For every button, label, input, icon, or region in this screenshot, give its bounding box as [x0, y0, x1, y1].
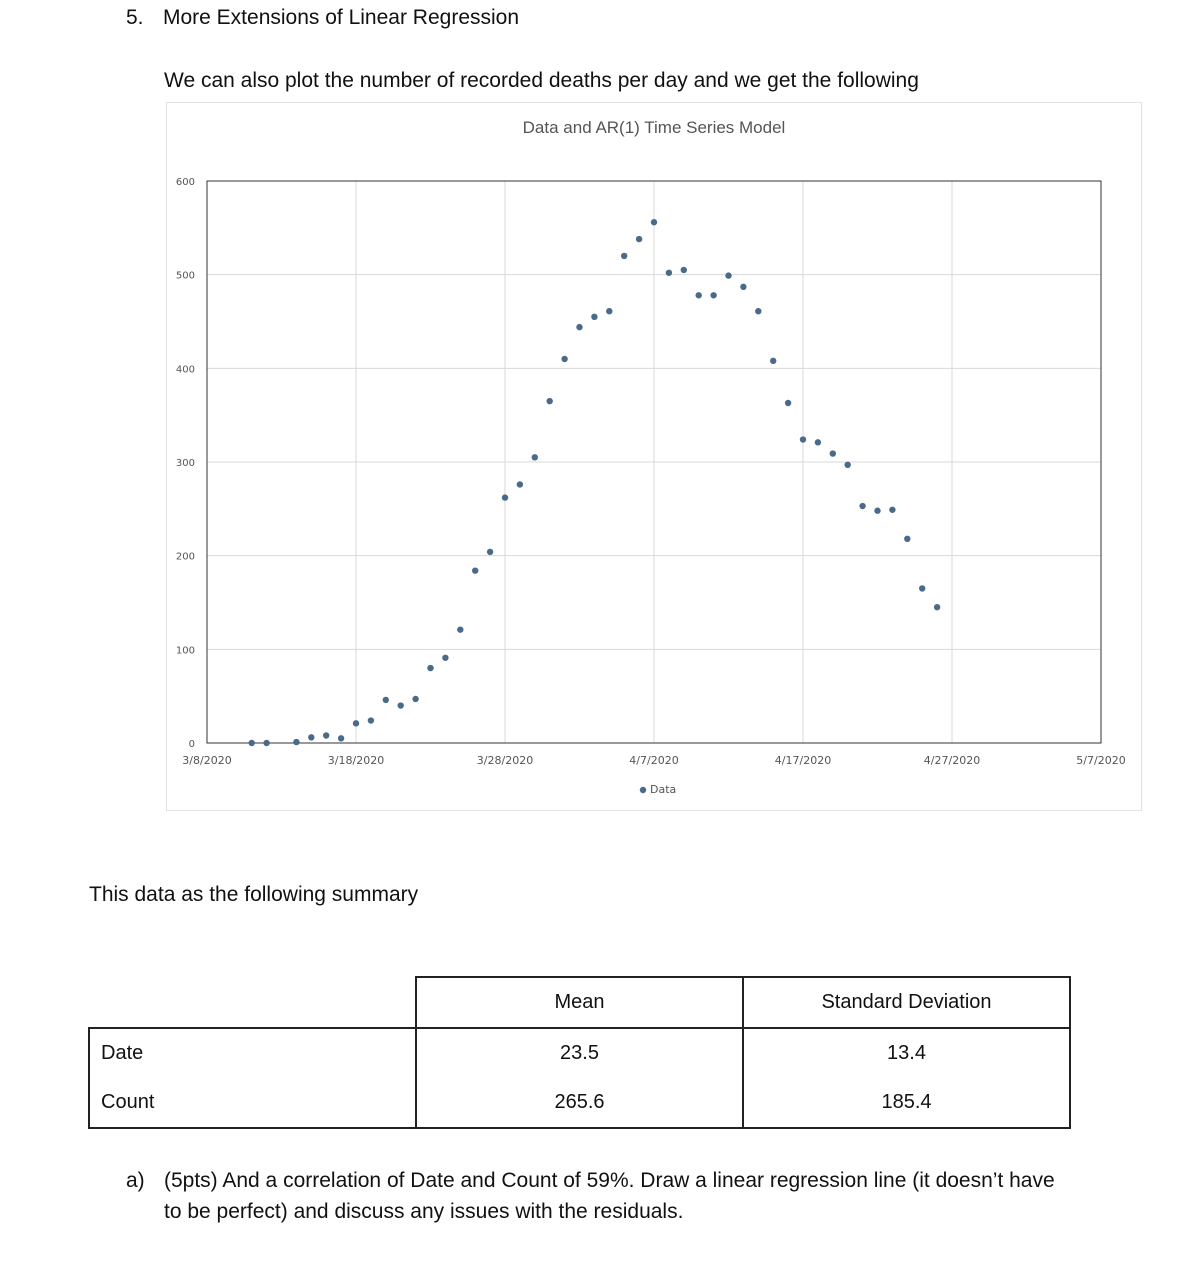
data-point	[383, 697, 389, 703]
data-point	[830, 450, 836, 456]
y-tick-label: 400	[175, 364, 195, 376]
summary-intro: This data as the following summary	[89, 883, 419, 906]
data-point	[353, 720, 359, 726]
question-label: a)	[126, 1169, 145, 1192]
section-title: More Extensions of Linear Regression	[163, 6, 520, 29]
data-point	[398, 702, 404, 708]
data-point	[934, 604, 940, 610]
data-point	[785, 400, 791, 406]
chart-canvas	[167, 103, 1141, 810]
data-point	[517, 481, 523, 487]
data-point	[457, 626, 463, 632]
data-point	[576, 324, 582, 330]
data-point	[323, 732, 329, 738]
data-point	[666, 270, 672, 276]
y-tick-label: 100	[175, 645, 195, 657]
legend-label: Data	[650, 783, 677, 796]
y-tick-label: 500	[175, 270, 195, 282]
x-tick-label: 4/7/2020	[629, 754, 679, 767]
data-point	[472, 567, 478, 573]
y-tick-label: 600	[175, 177, 195, 188]
column-header-std-dev: Standard Deviation	[743, 977, 1070, 1028]
data-point	[636, 236, 642, 242]
data-point	[442, 655, 448, 661]
data-point	[487, 549, 493, 555]
data-point	[859, 503, 865, 509]
data-point	[919, 585, 925, 591]
data-point	[308, 734, 314, 740]
x-tick-label: 3/28/2020	[476, 754, 534, 767]
data-point	[591, 314, 597, 320]
y-tick-label: 300	[175, 458, 195, 469]
data-point	[889, 507, 895, 513]
data-point	[263, 740, 269, 746]
table-header-row	[89, 977, 1070, 1028]
data-point	[815, 439, 821, 445]
chart-title: Data and AR(1) Time Series Model	[522, 118, 786, 137]
data-point	[740, 284, 746, 290]
column-header-mean: Mean	[416, 977, 743, 1028]
data-point	[502, 494, 508, 500]
row-label-date: Date	[89, 1028, 416, 1078]
x-tick-label: 3/18/2020	[327, 754, 385, 767]
table-row	[89, 1078, 1070, 1128]
cell-count-std-dev: 185.4	[743, 1078, 1070, 1128]
data-point	[725, 272, 731, 278]
section-number: 5.	[126, 6, 144, 29]
data-point	[621, 253, 627, 259]
table-corner-cell	[89, 977, 416, 1028]
data-point	[561, 356, 567, 362]
data-point	[681, 267, 687, 273]
cell-count-mean: 265.6	[416, 1078, 743, 1128]
data-point	[338, 735, 344, 741]
y-tick-label: 200	[175, 551, 195, 563]
intro-paragraph: We can also plot the number of recorded deaths per day and we get the following	[164, 69, 919, 92]
data-point	[874, 508, 880, 514]
cell-date-std-dev: 13.4	[743, 1028, 1070, 1078]
data-point	[606, 308, 612, 314]
x-tick-label: 4/27/2020	[923, 754, 981, 767]
data-point	[904, 536, 910, 542]
data-point	[710, 292, 716, 298]
data-point	[651, 219, 657, 225]
data-point	[532, 454, 538, 460]
data-point	[755, 308, 761, 314]
data-point	[368, 717, 374, 723]
data-point	[427, 665, 433, 671]
y-tick-label: 0	[188, 739, 195, 750]
data-point	[696, 292, 702, 298]
x-tick-label: 5/7/2020	[1076, 754, 1126, 767]
cell-date-mean: 23.5	[416, 1028, 743, 1078]
summary-table	[88, 976, 1071, 1129]
section-heading	[126, 6, 519, 30]
data-point	[845, 462, 851, 468]
legend-marker	[640, 787, 646, 793]
data-point	[547, 398, 553, 404]
question-text: (5pts) And a correlation of Date and Count of 59%. Draw a linear regression line (it doesn’t have to be perfect) and discuss any issues with the residuals.	[164, 1169, 1055, 1223]
row-label-count: Count	[89, 1078, 416, 1128]
table-row	[89, 1028, 1070, 1078]
scatter-chart	[166, 102, 1142, 811]
x-tick-label: 3/8/2020	[182, 754, 232, 767]
data-point	[770, 358, 776, 364]
data-point	[249, 740, 255, 746]
data-point	[412, 696, 418, 702]
x-tick-label: 4/17/2020	[774, 754, 832, 767]
data-point	[800, 436, 806, 442]
data-point	[293, 739, 299, 745]
